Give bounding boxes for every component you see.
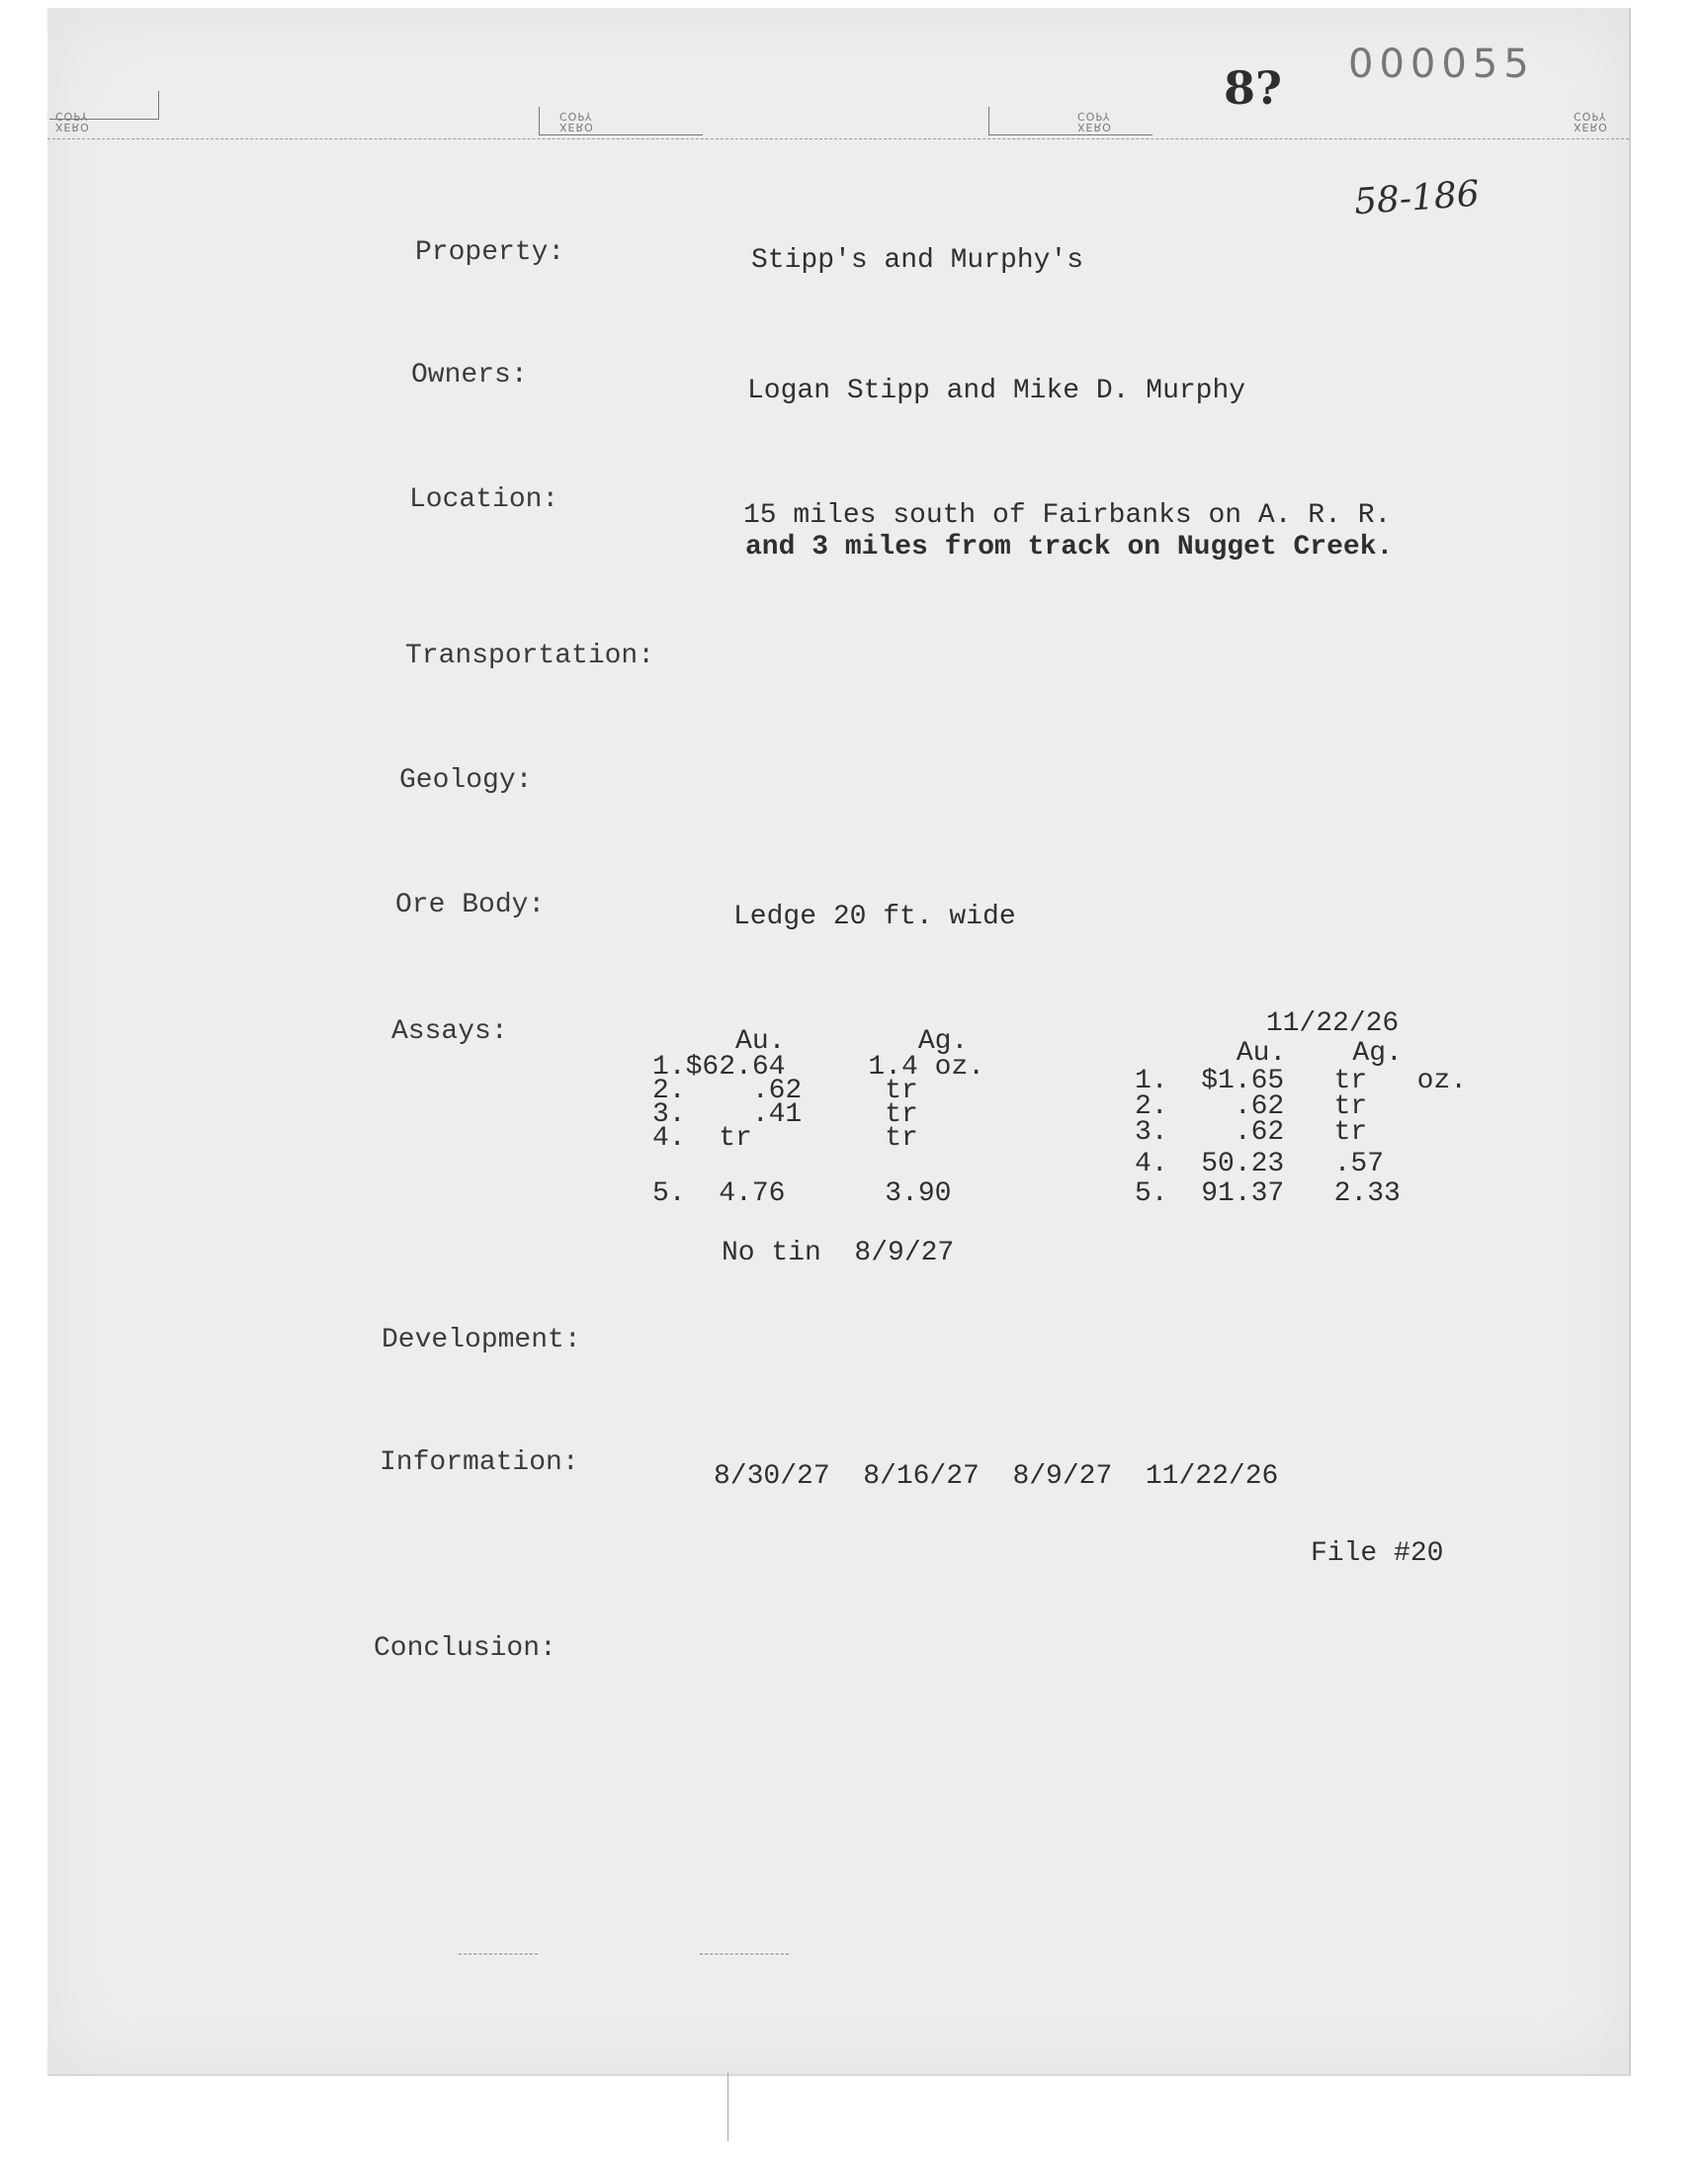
assay-table-2-header: Au. Ag. bbox=[1137, 1038, 1403, 1069]
location-value-line1: 15 miles south of Fairbanks on A. R. R. bbox=[743, 500, 1392, 531]
assays-label: Assays: bbox=[391, 1016, 508, 1047]
handwritten-reference: 58-186 bbox=[1352, 173, 1481, 223]
file-reference: File #20 bbox=[1311, 1538, 1444, 1569]
assay-row: 2. .62 tr bbox=[652, 1076, 918, 1106]
transportation-label: Transportation: bbox=[405, 641, 655, 671]
assay-row: 5. 91.37 2.33 bbox=[1135, 1178, 1401, 1209]
information-dates: 8/30/27 8/16/27 8/9/27 11/22/26 bbox=[714, 1461, 1279, 1492]
ore-body-value: Ledge 20 ft. wide bbox=[733, 902, 1016, 932]
stamp-xero-text: XERO bbox=[1574, 121, 1608, 133]
assay-row: 1. $1.65 tr oz. bbox=[1135, 1066, 1468, 1096]
scan-artifact-line bbox=[727, 2072, 728, 2141]
stamp-bracket bbox=[49, 91, 159, 123]
assay-row: 3. .62 tr bbox=[1135, 1117, 1368, 1148]
stamp-xero-text: XERO bbox=[55, 121, 90, 133]
copy-stamp-right bbox=[1574, 111, 1608, 132]
header-rule bbox=[47, 138, 1629, 139]
assay-row: 2. .62 tr bbox=[1135, 1091, 1368, 1122]
document-number: 000055 bbox=[1348, 42, 1535, 87]
conclusion-label: Conclusion: bbox=[374, 1633, 556, 1664]
assay-row: 5. 4.76 3.90 bbox=[652, 1178, 952, 1209]
assay-table-1-header: Au. Ag. bbox=[652, 1026, 969, 1057]
stamp-copy-text: COPY bbox=[1077, 110, 1111, 123]
property-label: Property: bbox=[415, 237, 565, 268]
property-value: Stipp's and Murphy's bbox=[751, 245, 1084, 276]
location-label: Location: bbox=[409, 484, 559, 515]
information-label: Information: bbox=[380, 1447, 579, 1478]
assay-row: 3. .41 tr bbox=[652, 1099, 918, 1130]
assay-row: 4. 50.23 .57 bbox=[1135, 1149, 1385, 1179]
ore-body-label: Ore Body: bbox=[395, 890, 546, 920]
stamp-copy-text: COPY bbox=[1574, 110, 1607, 123]
development-label: Development: bbox=[382, 1325, 581, 1355]
stamp-copy-text: COPY bbox=[55, 110, 89, 123]
stamp-copy-text: COPY bbox=[559, 110, 593, 123]
handwritten-mark: 8? bbox=[1224, 61, 1282, 115]
owners-label: Owners: bbox=[411, 360, 528, 391]
assay-table-1-note: No tin 8/9/27 bbox=[722, 1238, 955, 1268]
assay-row: 1.$62.64 1.4 oz. bbox=[652, 1052, 985, 1083]
owners-value: Logan Stipp and Mike D. Murphy bbox=[747, 376, 1246, 406]
scan-artifact-line bbox=[700, 1954, 789, 1955]
location-value-line2: and 3 miles from track on Nugget Creek. bbox=[745, 532, 1394, 563]
geology-label: Geology: bbox=[399, 765, 533, 796]
stamp-bracket bbox=[539, 107, 703, 135]
stamp-xero-text: XERO bbox=[559, 121, 594, 133]
assay-table-2-date: 11/22/26 bbox=[1166, 1008, 1400, 1039]
stamp-bracket bbox=[988, 107, 1153, 135]
stamp-xero-text: XERO bbox=[1077, 121, 1112, 133]
assay-row: 4. tr tr bbox=[652, 1123, 918, 1154]
scan-artifact-line bbox=[459, 1954, 538, 1955]
